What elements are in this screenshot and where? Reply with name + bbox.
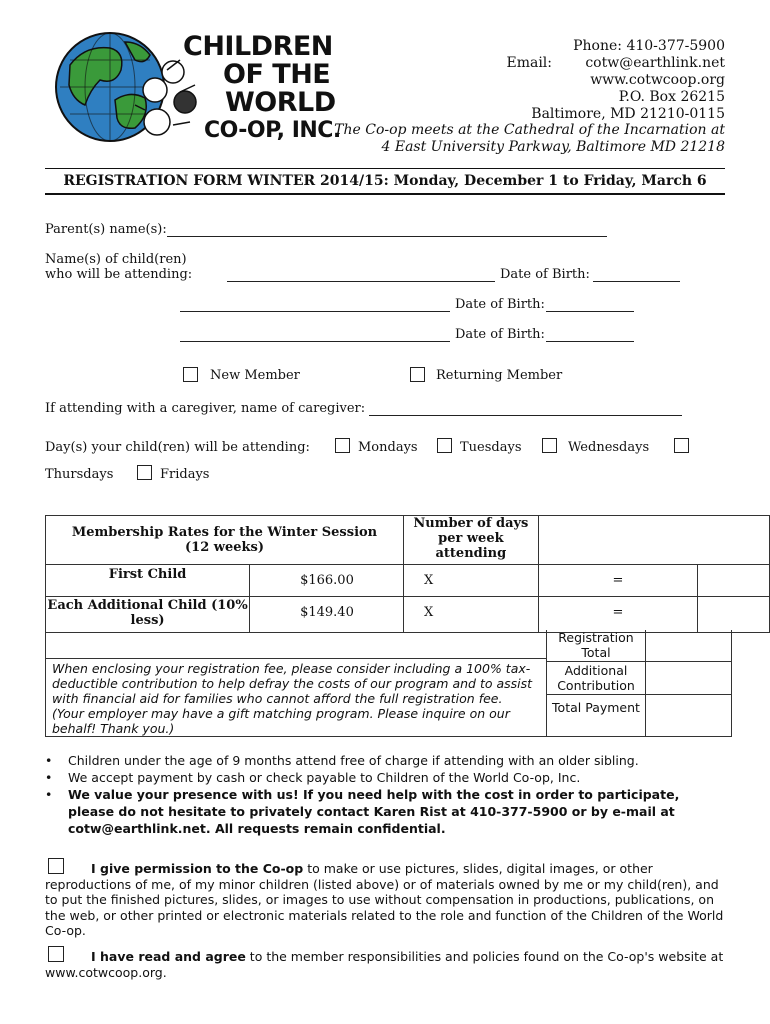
dob-label-3: Date of Birth: [455,327,545,342]
child-name-field-2[interactable] [180,299,450,312]
child-name-field-3[interactable] [180,329,450,342]
parents-label: Parent(s) name(s): [45,222,167,237]
mondays-label: Mondays [358,440,418,455]
dob-field-2[interactable] [546,299,634,312]
caregiver-name-field[interactable] [369,403,682,416]
registration-total-field[interactable] [647,632,729,660]
bullet-infants [45,752,725,769]
contact-website: www.cotwcoop.org [590,72,725,88]
form-title: REGISTRATION FORM WINTER 2014/15: Monday, December 1 to Friday, March 6 [63,173,707,189]
first-child-cell [46,565,250,597]
fridays-label: Fridays [160,467,210,482]
first-child-price-cell [250,565,404,597]
thursdays-label: Thursdays [45,467,114,482]
bullet-dot: • [45,753,53,768]
tuesdays-checkbox[interactable] [437,438,452,453]
children-label-line2: who will be attending: [45,267,193,282]
permission-rest-text: to make or use pictures, slides, digital images, or other reproductions of me, of my minor children (listed above) or of materials owned by me or my child(ren), and to put the finished pictures, slides, or images to use without compensation in productions, publications, on the web, or other printed or electronic materials related to the role and function of the Children of the World Co-op. [45,861,724,938]
header-blank-cell [538,516,769,565]
logo-text-world: WORLD [225,87,336,118]
dob-field-3[interactable] [546,329,634,342]
dob-label-2: Date of Birth: [455,297,545,312]
new-member-checkbox[interactable] [183,367,198,382]
logo-text-children: CHILDREN [183,31,333,62]
rates-header-cell [46,516,404,565]
caregiver-label: If attending with a caregiver, name of caregiver: [45,401,366,416]
first-child-price: $166.00 [300,573,354,588]
permission-bold-text: I give permission to the Co-op [91,861,304,876]
contact-pobox: P.O. Box 26215 [618,89,725,105]
bullet-dot: • [45,787,53,802]
dob-label-1: Date of Birth: [500,267,590,282]
new-member-label: New Member [210,368,300,383]
logo-text-coop: CO-OP, INC. [204,118,341,143]
first-child-label: First Child [108,567,187,582]
fridays-checkbox[interactable] [137,465,152,480]
contact-phone: Phone: 410-377-5900 [573,38,725,54]
first-child-times: X [424,573,434,588]
rates-header: Membership Rates for the Winter Session (12 weeks) [71,525,378,555]
additional-child-label: Each Additional Child (10% less) [47,598,248,628]
contact-email: cotw@earthlink.net [585,55,725,71]
agree-rest-text: to the member responsibilities and policies found on the Co-op's website at www.cotwcoop.org. [45,949,724,980]
bullet-financial-help-text: We value your presence with us! If you need help with the cost in order to participate, please do not hesitate to privately contact Karen Rist at 410-377-5900 or by e-mail at cotw@earthlink.net. All requests remain confidential. [68,787,680,836]
additional-child-price: $149.40 [300,605,354,620]
bullet-payment [45,769,725,786]
summary-divider-1 [546,661,731,662]
bullet-infants-text: Children under the age of 9 months attend free of charge if attending with an older sibling. [68,753,639,768]
first-child-amount-cell[interactable] [698,565,770,597]
total-payment-field[interactable] [647,696,729,735]
contact-email-label: Email: [506,55,552,71]
mondays-checkbox[interactable] [335,438,350,453]
tuesdays-label: Tuesdays [460,440,522,455]
bullet-payment-text: We accept payment by cash or check payable to Children of the World Co-op, Inc. [68,770,581,785]
meeting-location-line2: 4 East University Parkway, Baltimore MD 21218 [381,139,725,155]
agree-bold-text: I have read and agree [91,949,246,964]
total-payment-label: Total Payment [552,700,640,715]
returning-member-checkbox[interactable] [410,367,425,382]
contact-city: Baltimore, MD 21210-0115 [531,106,725,122]
additional-child-price-cell [250,597,404,633]
summary-label-right-border [645,630,646,737]
wednesdays-label: Wednesdays [568,440,650,455]
additional-child-amount-cell[interactable] [698,597,770,633]
summary-divider-2 [546,694,731,695]
dob-field-1[interactable] [593,269,680,282]
additional-contribution-label: Additional Contribution [557,663,635,693]
first-child-equals-cell[interactable] [538,565,697,597]
membership-rates-table [45,515,770,633]
returning-member-label: Returning Member [436,368,563,383]
days-label: Day(s) your child(ren) will be attending: [45,440,310,455]
agree-paragraph [45,949,725,980]
registration-total-label: Registration Total [558,630,634,660]
children-label-line1: Name(s) of child(ren) [45,252,187,267]
days-header-cell [404,516,539,565]
summary-right-border [731,630,732,737]
first-child-equals: = [612,573,624,588]
note-divider [45,658,546,659]
wednesdays-checkbox[interactable] [542,438,557,453]
meeting-location-line1: The Co-op meets at the Cathedral of the Incarnation at [334,122,725,138]
child-name-field-1[interactable] [227,269,495,282]
additional-child-cell [46,597,250,633]
additional-child-times: X [424,605,434,620]
permission-paragraph [45,861,725,939]
additional-child-equals-cell[interactable] [538,597,697,633]
bullet-financial-help [45,786,725,838]
days-header: Number of days per week attending [413,516,529,561]
form-title-bar [45,168,725,195]
additional-contribution-field[interactable] [647,663,729,693]
contribution-note: When enclosing your registration fee, please consider including a 100% tax-deductible contribution to help defray the costs of our program and to assist with financial aid for families who cannot afford the full registration fee. (Your employer may have a gift matching program. Please inquire on our behalf! Thank you.) [52,661,533,736]
thursdays-checkbox[interactable] [674,438,689,453]
bullet-dot: • [45,770,53,785]
parents-name-field[interactable] [167,224,607,237]
additional-child-days-cell[interactable] [404,597,539,633]
additional-child-equals: = [612,605,624,620]
first-child-days-cell[interactable] [404,565,539,597]
logo-text-of-the: OF THE [223,59,331,90]
